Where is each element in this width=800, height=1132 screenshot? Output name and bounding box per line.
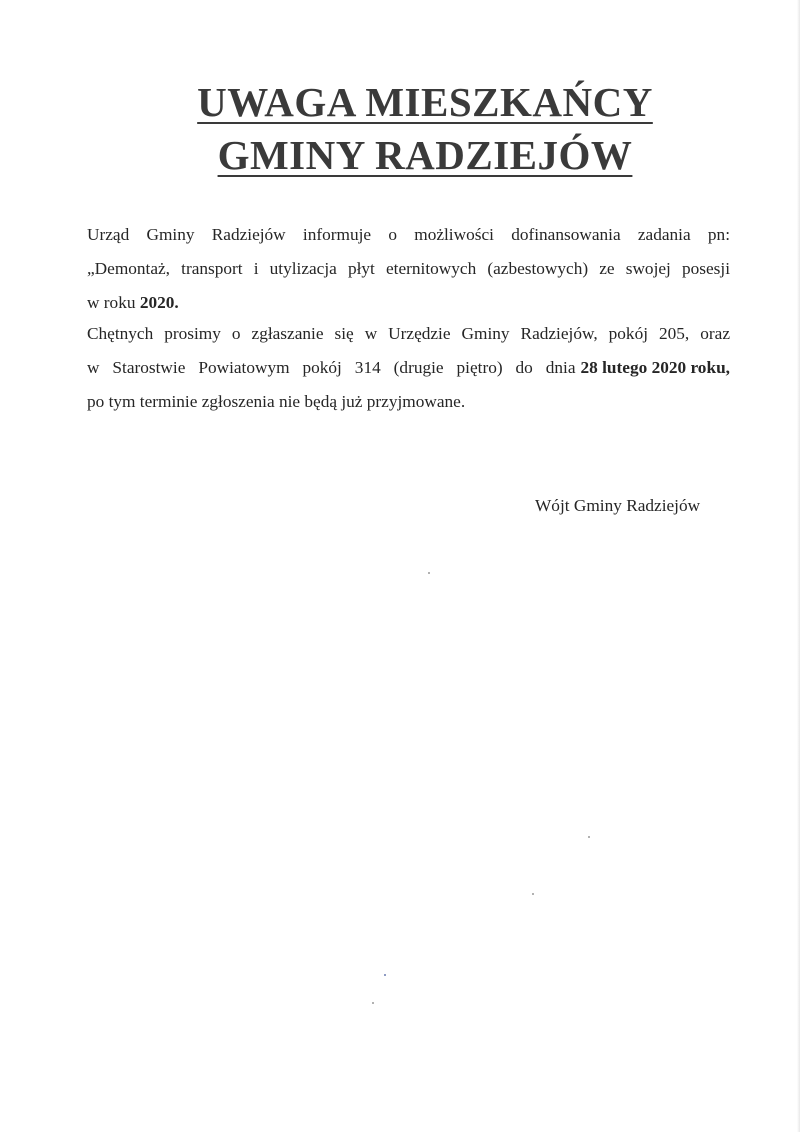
notice-title <box>0 76 800 182</box>
scan-speck <box>532 893 534 895</box>
paragraph-1 <box>87 218 730 320</box>
paragraph-2-line-1: Chętnych prosimy o zgłaszanie się w Urzędzie Gminy Radziejów, pokój 205, oraz <box>87 324 730 343</box>
title-line-2: GMINY RADZIEJÓW <box>217 132 633 178</box>
paragraph-1-year: 2020. <box>139 293 179 312</box>
paragraph-1-line-3-text: w roku <box>87 293 140 312</box>
paragraph-2-line-2 <box>87 351 730 385</box>
scan-speck <box>372 1002 374 1004</box>
paragraph-2-line-3: po tym terminie zgłoszenia nie będą już przyjmowane. <box>87 392 466 411</box>
title-line-1: UWAGA MIESZKAŃCY <box>197 79 653 125</box>
signature: Wójt Gminy Radziejów <box>535 496 701 515</box>
paragraph-1-line-2: „Demontaż, transport i utylizacja płyt eternitowych (azbestowych) ze swojej posesji <box>87 259 730 278</box>
scan-speck <box>384 974 386 976</box>
paragraph-2 <box>87 317 730 419</box>
paragraph-1-line-1: Urząd Gminy Radziejów informuje o możliwości dofinansowania zadania pn: <box>87 225 730 244</box>
scan-speck <box>428 572 430 574</box>
scan-speck <box>588 836 590 838</box>
paragraph-2-line-2-text: w Starostwie Powiatowym pokój 314 (drugie piętro) do dnia <box>87 358 576 377</box>
paragraph-2-deadline: 28 lutego 2020 roku, <box>580 358 730 377</box>
paragraph-1-line-3 <box>87 286 730 320</box>
